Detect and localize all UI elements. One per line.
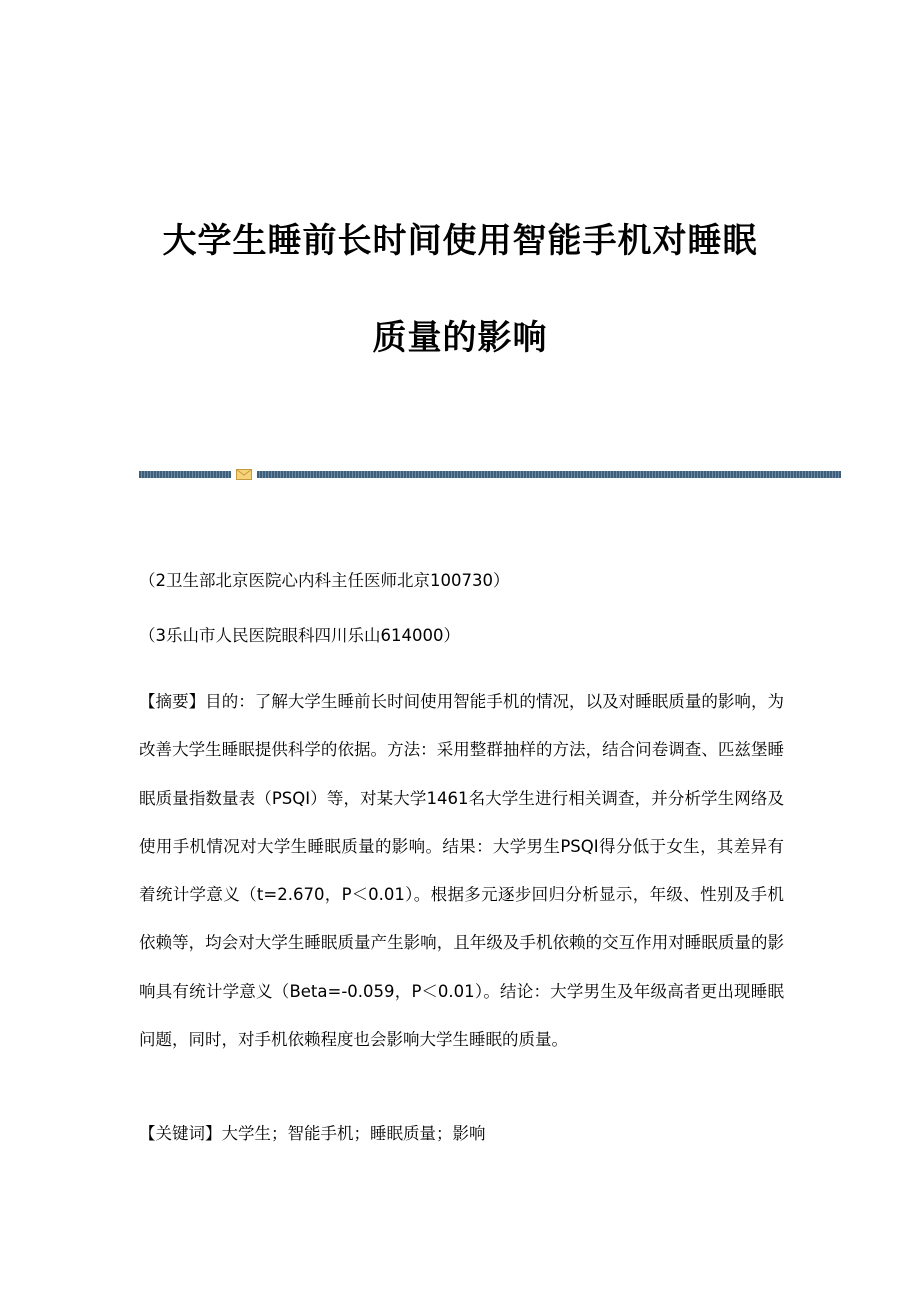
envelope-ornament-icon — [236, 469, 252, 480]
keywords-paragraph — [139, 1122, 784, 1146]
affiliation-2: （2卫生部北京医院心内科主任医师北京100730） — [139, 571, 510, 590]
document-title-line-2: 质量的影响 — [372, 318, 548, 358]
affiliation-3: （3乐山市人民医院眼科四川乐山614000） — [139, 626, 460, 645]
title-divider-left — [139, 471, 231, 478]
keywords-label: 【关键词】 — [139, 1124, 222, 1143]
title-divider-right — [257, 471, 841, 478]
abstract-text: 目的：了解大学生睡前长时间使用智能手机的情况，以及对睡眠质量的影响，为改善大学生睡眠提供科学的依据。方法：采用整群抽样的方法，结合问卷调查、匹兹堡睡眠质量指数量表（PSQI）等，对某大学1461名大学生进行相关调查，并分析学生网络及使用手机情况对大学生睡眠质量的影响。结果：大学男生PSQI得分低于女生，其差异有着统计学意义（t=2.670，P＜0.01）。根据多元逐步回归分析显示，年级、性别及手机依赖等，均会对大学生睡眠质量产生影响，且年级及手机依赖的交互作用对睡眠质量的影响具有统计学意义（Beta=-0.059，P＜0.01）。结论：大学男生及年级高者更出现睡眠问题，同时，对手机依赖程度也会影响大学生睡眠的质量。 — [139, 692, 785, 1050]
keywords-text: 大学生；智能手机；睡眠质量；影响 — [221, 1124, 486, 1143]
abstract-label: 【摘要】 — [139, 692, 206, 711]
abstract-paragraph — [139, 678, 784, 1064]
document-title-line-1: 大学生睡前长时间使用智能手机对睡眠 — [162, 221, 758, 261]
